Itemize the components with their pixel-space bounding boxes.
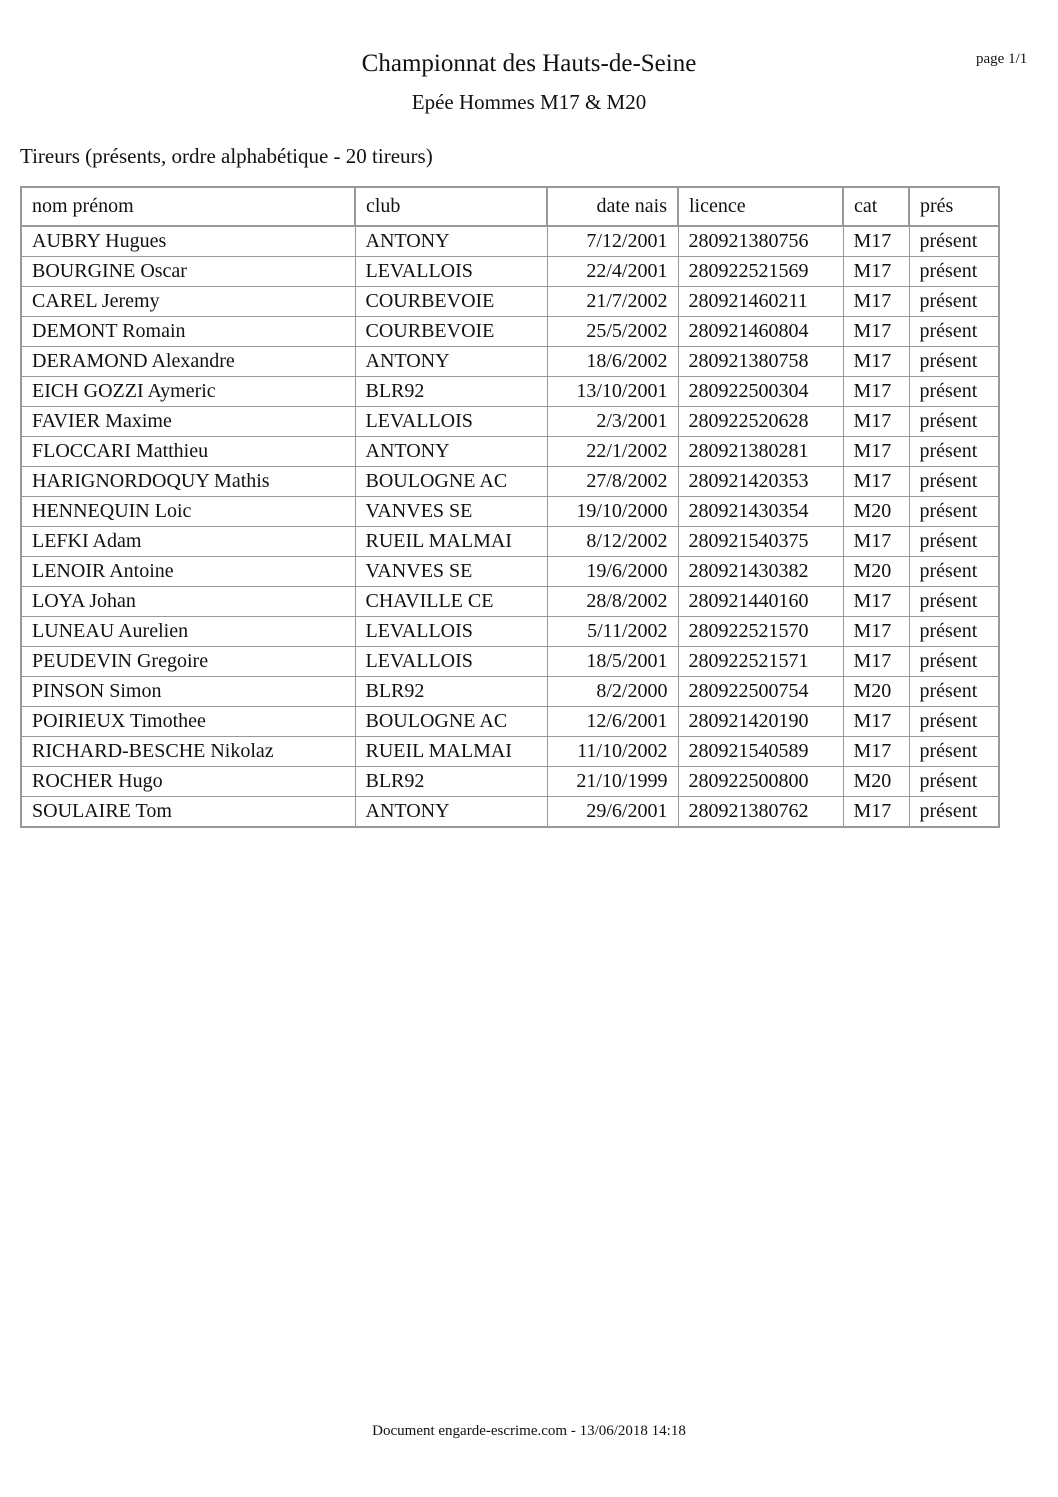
table-row	[21, 617, 999, 647]
cell-name: BOURGINE Oscar	[21, 257, 355, 287]
cell-licence: 280922500800	[678, 767, 843, 797]
cell-name: SOULAIRE Tom	[21, 797, 355, 828]
cell-category: M17	[843, 617, 909, 647]
cell-birthdate: 5/11/2002	[547, 617, 678, 647]
cell-presence: présent	[909, 257, 999, 287]
table-row	[21, 647, 999, 677]
cell-club: LEVALLOIS	[355, 407, 547, 437]
cell-club: BOULOGNE AC	[355, 707, 547, 737]
column-header-name: nom prénom	[21, 187, 355, 226]
cell-presence: présent	[909, 707, 999, 737]
cell-licence: 280921440160	[678, 587, 843, 617]
table-row	[21, 407, 999, 437]
column-header-birthdate: date nais	[547, 187, 678, 226]
cell-licence: 280921380281	[678, 437, 843, 467]
table-row	[21, 226, 999, 257]
cell-name: POIRIEUX Timothee	[21, 707, 355, 737]
table-body	[21, 226, 999, 827]
cell-birthdate: 22/4/2001	[547, 257, 678, 287]
cell-birthdate: 12/6/2001	[547, 707, 678, 737]
cell-presence: présent	[909, 287, 999, 317]
cell-licence: 280921540589	[678, 737, 843, 767]
cell-birthdate: 29/6/2001	[547, 797, 678, 828]
cell-birthdate: 22/1/2002	[547, 437, 678, 467]
table-row	[21, 437, 999, 467]
cell-presence: présent	[909, 377, 999, 407]
cell-club: COURBEVOIE	[355, 317, 547, 347]
table-row	[21, 587, 999, 617]
cell-licence: 280921380756	[678, 226, 843, 257]
cell-birthdate: 13/10/2001	[547, 377, 678, 407]
cell-licence: 280921420190	[678, 707, 843, 737]
column-header-category: cat	[843, 187, 909, 226]
cell-birthdate: 21/10/1999	[547, 767, 678, 797]
document-title: Championnat des Hauts-de-Seine	[361, 50, 697, 77]
cell-name: ROCHER Hugo	[21, 767, 355, 797]
cell-club: RUEIL MALMAI	[355, 737, 547, 767]
column-header-presence: prés	[909, 187, 999, 226]
cell-licence: 280922520628	[678, 407, 843, 437]
table-row	[21, 287, 999, 317]
cell-name: FLOCCARI Matthieu	[21, 437, 355, 467]
cell-licence: 280922500754	[678, 677, 843, 707]
table-row	[21, 497, 999, 527]
cell-name: DERAMOND Alexandre	[21, 347, 355, 377]
cell-name: CAREL Jeremy	[21, 287, 355, 317]
cell-category: M17	[843, 737, 909, 767]
table-row	[21, 527, 999, 557]
cell-presence: présent	[909, 587, 999, 617]
cell-category: M17	[843, 287, 909, 317]
cell-presence: présent	[909, 647, 999, 677]
cell-presence: présent	[909, 767, 999, 797]
cell-club: ANTONY	[355, 347, 547, 377]
cell-category: M17	[843, 467, 909, 497]
cell-category: M17	[843, 437, 909, 467]
table-row	[21, 767, 999, 797]
cell-name: DEMONT Romain	[21, 317, 355, 347]
cell-category: M17	[843, 257, 909, 287]
table-row	[21, 257, 999, 287]
column-header-club: club	[355, 187, 547, 226]
cell-birthdate: 19/6/2000	[547, 557, 678, 587]
cell-name: LEFKI Adam	[21, 527, 355, 557]
cell-presence: présent	[909, 347, 999, 377]
cell-club: VANVES SE	[355, 497, 547, 527]
cell-licence: 280922521571	[678, 647, 843, 677]
cell-licence: 280922500304	[678, 377, 843, 407]
cell-category: M20	[843, 497, 909, 527]
cell-licence: 280921380762	[678, 797, 843, 828]
cell-club: VANVES SE	[355, 557, 547, 587]
cell-birthdate: 25/5/2002	[547, 317, 678, 347]
cell-club: BLR92	[355, 377, 547, 407]
cell-category: M17	[843, 347, 909, 377]
cell-category: M17	[843, 527, 909, 557]
cell-licence: 280921380758	[678, 347, 843, 377]
cell-category: M17	[843, 407, 909, 437]
table-row	[21, 737, 999, 767]
cell-licence: 280922521569	[678, 257, 843, 287]
cell-presence: présent	[909, 467, 999, 497]
cell-presence: présent	[909, 797, 999, 828]
cell-name: EICH GOZZI Aymeric	[21, 377, 355, 407]
cell-birthdate: 21/7/2002	[547, 287, 678, 317]
cell-presence: présent	[909, 677, 999, 707]
cell-name: LOYA Johan	[21, 587, 355, 617]
cell-birthdate: 18/5/2001	[547, 647, 678, 677]
table-row	[21, 557, 999, 587]
cell-club: ANTONY	[355, 226, 547, 257]
cell-club: LEVALLOIS	[355, 617, 547, 647]
table-row	[21, 377, 999, 407]
cell-birthdate: 2/3/2001	[547, 407, 678, 437]
footer: Document engarde-escrime.com - 13/06/2018 14:18	[372, 1423, 686, 1439]
cell-name: LENOIR Antoine	[21, 557, 355, 587]
cell-birthdate: 8/12/2002	[547, 527, 678, 557]
cell-presence: présent	[909, 617, 999, 647]
table-row	[21, 347, 999, 377]
cell-name: FAVIER Maxime	[21, 407, 355, 437]
cell-presence: présent	[909, 527, 999, 557]
cell-birthdate: 18/6/2002	[547, 347, 678, 377]
cell-category: M20	[843, 557, 909, 587]
cell-name: AUBRY Hugues	[21, 226, 355, 257]
cell-category: M17	[843, 317, 909, 347]
cell-presence: présent	[909, 317, 999, 347]
table-row	[21, 707, 999, 737]
cell-club: RUEIL MALMAI	[355, 527, 547, 557]
cell-presence: présent	[909, 437, 999, 467]
cell-category: M17	[843, 226, 909, 257]
cell-presence: présent	[909, 737, 999, 767]
cell-licence: 280922521570	[678, 617, 843, 647]
cell-category: M17	[843, 707, 909, 737]
cell-birthdate: 7/12/2001	[547, 226, 678, 257]
cell-name: RICHARD-BESCHE Nikolaz	[21, 737, 355, 767]
cell-club: COURBEVOIE	[355, 287, 547, 317]
cell-licence: 280921420353	[678, 467, 843, 497]
cell-licence: 280921430354	[678, 497, 843, 527]
cell-club: LEVALLOIS	[355, 257, 547, 287]
cell-category: M20	[843, 677, 909, 707]
header-row	[21, 187, 999, 226]
cell-club: LEVALLOIS	[355, 647, 547, 677]
cell-birthdate: 8/2/2000	[547, 677, 678, 707]
cell-birthdate: 11/10/2002	[547, 737, 678, 767]
cell-presence: présent	[909, 497, 999, 527]
table-row	[21, 467, 999, 497]
page-number: page 1/1	[976, 51, 1028, 67]
fencers-table	[20, 186, 1000, 828]
table-row	[21, 797, 999, 828]
cell-category: M17	[843, 587, 909, 617]
cell-club: CHAVILLE CE	[355, 587, 547, 617]
cell-club: BOULOGNE AC	[355, 467, 547, 497]
cell-club: ANTONY	[355, 437, 547, 467]
cell-birthdate: 28/8/2002	[547, 587, 678, 617]
table-header	[21, 187, 999, 226]
cell-name: PINSON Simon	[21, 677, 355, 707]
cell-club: BLR92	[355, 677, 547, 707]
column-header-licence: licence	[678, 187, 843, 226]
cell-name: LUNEAU Aurelien	[21, 617, 355, 647]
cell-category: M17	[843, 377, 909, 407]
cell-birthdate: 27/8/2002	[547, 467, 678, 497]
table-row	[21, 677, 999, 707]
cell-category: M20	[843, 767, 909, 797]
cell-club: BLR92	[355, 767, 547, 797]
cell-category: M17	[843, 797, 909, 828]
cell-category: M17	[843, 647, 909, 677]
cell-club: ANTONY	[355, 797, 547, 828]
cell-birthdate: 19/10/2000	[547, 497, 678, 527]
cell-presence: présent	[909, 557, 999, 587]
cell-name: HARIGNORDOQUY Mathis	[21, 467, 355, 497]
table-row	[21, 317, 999, 347]
cell-name: PEUDEVIN Gregoire	[21, 647, 355, 677]
cell-licence: 280921430382	[678, 557, 843, 587]
cell-name: HENNEQUIN Loic	[21, 497, 355, 527]
document-subtitle: Epée Hommes M17 & M20	[411, 90, 647, 114]
cell-licence: 280921540375	[678, 527, 843, 557]
cell-presence: présent	[909, 226, 999, 257]
cell-presence: présent	[909, 407, 999, 437]
cell-licence: 280921460211	[678, 287, 843, 317]
section-heading: Tireurs (présents, ordre alphabétique - 20 tireurs)	[20, 144, 433, 168]
cell-licence: 280921460804	[678, 317, 843, 347]
